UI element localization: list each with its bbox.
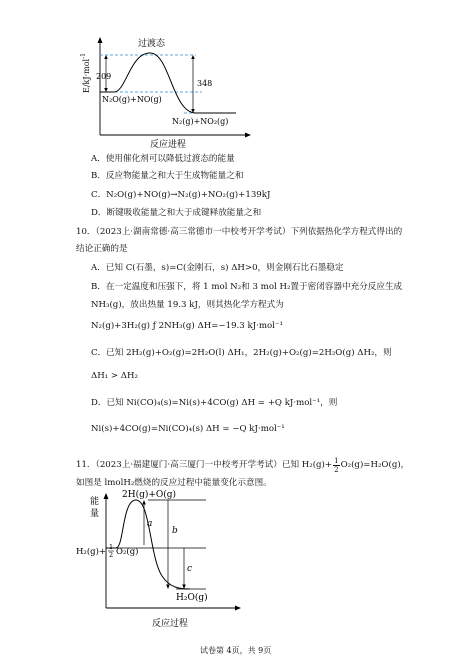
y-label-2-line2: 量 xyxy=(90,509,100,519)
products-label: N₂(g)+NO₂(g) xyxy=(172,117,229,126)
value-348: 348 xyxy=(197,79,213,88)
product-label-2: H₂O(g) xyxy=(176,593,208,603)
q11-stem-line1 xyxy=(76,457,409,474)
y-axis-2-arrow xyxy=(104,493,109,499)
x-axis-arrow xyxy=(245,133,251,138)
y-axis-label xyxy=(80,35,94,95)
q9-option-d: D．断键吸收能量之和大于成键释放能量之和 xyxy=(91,208,262,218)
left-frac-den: 2 xyxy=(109,551,114,559)
arrow-348-head-up xyxy=(191,55,195,59)
q10-option-d-line1: D．已知 Ni(CO)₄(s)=Ni(s)+4CO(g) ΔH = +Q kJ·mol⁻¹，则 xyxy=(91,398,338,408)
q10-stem-line1: 10．（2023上·湖南常德·高三常德市一中校考开学考试）下列依据热化学方程式得出的 xyxy=(76,227,403,237)
x-axis-label-2: 反应过程 xyxy=(152,619,189,629)
q9-option-a: A．使用催化剂可以降低过渡态的能量 xyxy=(91,154,235,164)
value-209: 209 xyxy=(96,72,112,81)
reaction-curve xyxy=(100,53,236,113)
q11-fraction-den: 2 xyxy=(334,466,339,474)
left-state-label-a: H₂(g)+ xyxy=(76,547,107,557)
arrow-b-head xyxy=(166,585,170,590)
q11-stem-part1: 11．（2023上·福建厦门·高三厦门一中校考开学考试）已知 H₂(g)+ xyxy=(76,460,333,470)
x-axis-label: 反应进程 xyxy=(150,140,187,150)
q10-stem-line2: 结论正确的是 xyxy=(76,244,128,254)
q10-option-c-line2: ΔH₁ > ΔH₂ xyxy=(91,371,138,381)
label-a: a xyxy=(147,519,153,529)
q9-option-b: B．反应物能量之和大于生成物能量之和 xyxy=(91,171,244,181)
q10-option-b-line2: NH₃(g)，放出热量 19.3 kJ，则其热化学方程式为 xyxy=(91,300,284,310)
y-axis-arrow xyxy=(98,37,103,43)
label-c: c xyxy=(187,564,193,574)
y-axis-unit: E/kJ·mol xyxy=(82,58,91,93)
q10-option-b-line1: B．在一定温度和压强下，将 1 mol N₂和 3 mol H₂置于密闭容器中充分反应生成 xyxy=(91,282,403,292)
transition-label: 过渡态 xyxy=(138,39,166,49)
arrow-209-head-down xyxy=(104,88,108,92)
reactants-label: N₂O(g)+NO(g) xyxy=(102,95,162,104)
arrow-a-head xyxy=(142,500,146,505)
q11-stem-part2: O₂(g)=H₂O(g)， xyxy=(340,460,410,470)
q10-option-d-line2: Ni(s)+4CO(g)=Ni(CO)₄(s) ΔH = −Q kJ·mol⁻¹ xyxy=(91,424,285,434)
left-state-label-b: O₂(g) xyxy=(116,547,139,557)
page-footer: 试卷第 4页，共 9页 xyxy=(200,646,272,655)
energy-diagram-2 xyxy=(76,488,256,638)
q11-fraction xyxy=(333,457,339,474)
left-frac-num: 1 xyxy=(109,543,114,551)
top-state-label: 2H(g)+O(g) xyxy=(122,490,177,500)
arrow-209-head-up xyxy=(104,55,108,59)
reaction-curve-2 xyxy=(106,500,193,589)
q9-option-c: C．N₂O(g)+NO(g)→N₂(g)+NO₂(g)+139kJ xyxy=(91,190,271,200)
y-label-2-line1: 能 xyxy=(90,497,100,507)
q10-option-b-equation: N₂(g)+3H₂(g) ƒ 2NH₃(g) ΔH=−19.3 kJ·mol⁻¹ xyxy=(91,321,283,331)
q10-option-c-line1: C．已知 2H₂(g)+O₂(g)=2H₂O(l) ΔH₁，2H₂(g)+O₂(g)=2H₂O(g) ΔH₂，则 xyxy=(91,348,392,358)
y-axis-unit-exp: -1 xyxy=(80,53,87,59)
q11-fraction-num: 1 xyxy=(334,457,339,465)
q11-stem-line2: 如图是 lmolH₂燃烧的反应过程中能量变化示意图。 xyxy=(76,478,272,488)
energy-diagram-1 xyxy=(86,35,256,150)
q10-option-a: A．已知 C(石墨，s)=C(金刚石，s) ΔH>0，则金刚石比石墨稳定 xyxy=(91,263,344,273)
label-b: b xyxy=(172,526,178,536)
x-axis-2-arrow xyxy=(235,606,241,611)
